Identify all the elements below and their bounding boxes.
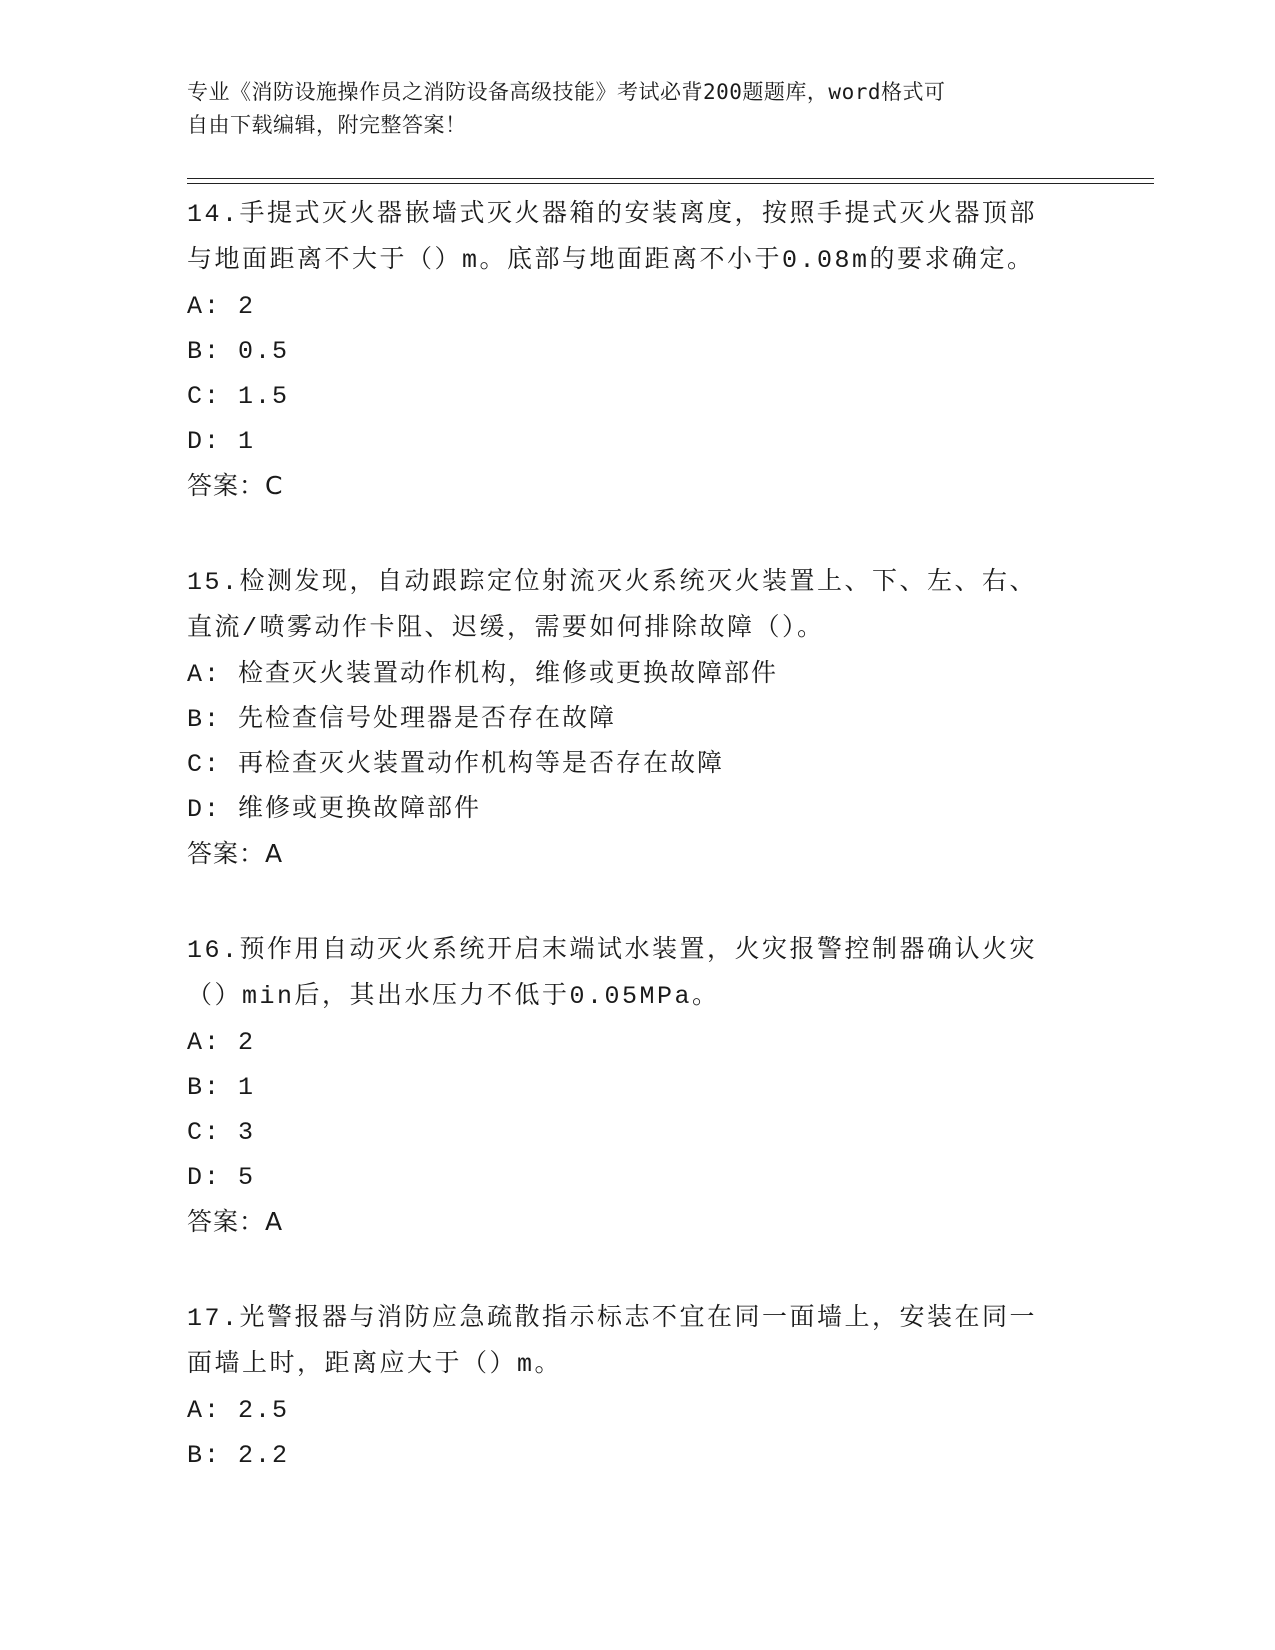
- option-d: D: 维修或更换故障部件: [187, 795, 482, 824]
- question-stem-line: （）min后，其出水压力不低于0.05MPa。: [187, 982, 720, 1011]
- option-a: A: 2: [187, 292, 256, 321]
- question-stem-line: 面墙上时，距离应大于（）m。: [187, 1350, 563, 1379]
- answer-line: 答案：C: [187, 471, 284, 500]
- option-c: C: 3: [187, 1118, 256, 1147]
- question-15: [187, 560, 1087, 876]
- question-17: [187, 1296, 1087, 1478]
- question-stem-line: 17.光警报器与消防应急疏散指示标志不宜在同一面墙上，安装在同一: [187, 1304, 1038, 1333]
- option-a: A: 2: [187, 1028, 256, 1057]
- question-stem-line: 直流/喷雾动作卡阻、迟缓，需要如何排除故障（）。: [187, 614, 825, 643]
- answer-line: 答案：A: [187, 1207, 284, 1236]
- option-c: C: 1.5: [187, 382, 290, 411]
- option-b: B: 2.2: [187, 1441, 290, 1470]
- document-header: [187, 76, 1067, 142]
- question-stem-line: 与地面距离不大于（）m。底部与地面距离不小于0.08m的要求确定。: [187, 246, 1035, 275]
- option-d: D: 1: [187, 427, 256, 456]
- header-line-1: 专业《消防设施操作员之消防设备高级技能》考试必背200题题库，word格式可: [187, 80, 946, 104]
- header-line-2: 自由下载编辑，附完整答案！: [187, 113, 467, 137]
- option-d: D: 5: [187, 1163, 256, 1192]
- question-stem-line: 14.手提式灭火器嵌墙式灭火器箱的安装离度，按照手提式灭火器顶部: [187, 200, 1038, 229]
- question-16: [187, 928, 1087, 1244]
- question-14: [187, 192, 1087, 508]
- option-b: B: 1: [187, 1073, 256, 1102]
- option-b: B: 先检查信号处理器是否存在故障: [187, 705, 617, 734]
- question-stem-line: 15.检测发现，自动跟踪定位射流灭火系统灭火装置上、下、左、右、: [187, 568, 1038, 597]
- header-divider-top: [187, 178, 1154, 179]
- option-a: A: 检查灭火装置动作机构，维修或更换故障部件: [187, 660, 779, 689]
- question-list: [187, 192, 1087, 1530]
- option-a: A: 2.5: [187, 1396, 290, 1425]
- header-divider-bottom: [187, 183, 1154, 184]
- option-c: C: 再检查灭火装置动作机构等是否存在故障: [187, 750, 725, 779]
- question-stem-line: 16.预作用自动灭火系统开启末端试水装置，火灾报警控制器确认火灾: [187, 936, 1038, 965]
- option-b: B: 0.5: [187, 337, 290, 366]
- answer-line: 答案：A: [187, 839, 284, 868]
